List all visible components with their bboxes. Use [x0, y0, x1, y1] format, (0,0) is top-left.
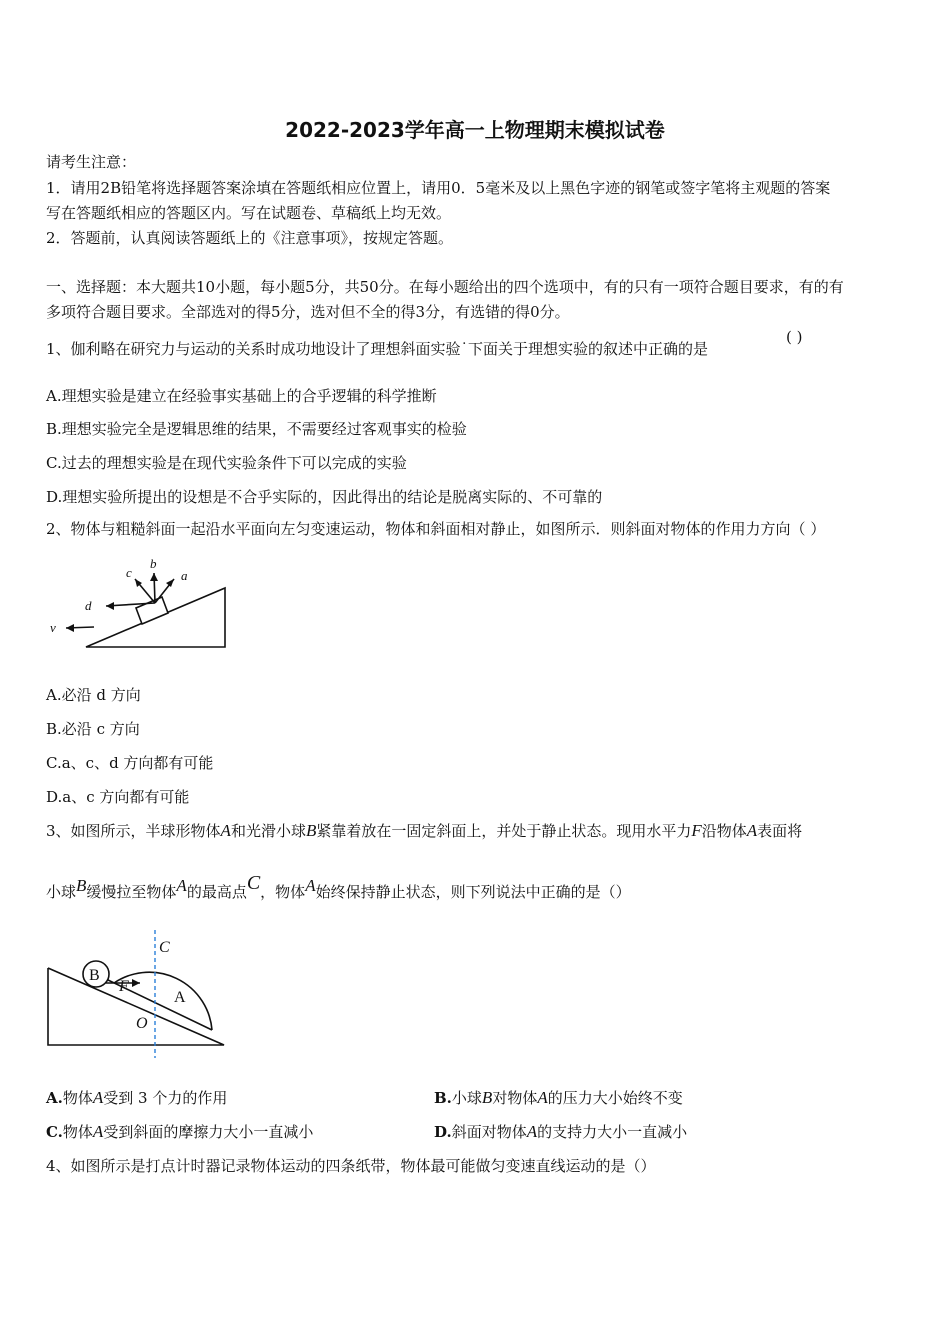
- label-v: v: [50, 620, 56, 635]
- q1-stem: 1、伽利略在研究力与运动的关系时成功地设计了理想斜面实验˙下面关于理想实验的叙述中正确的是: [46, 340, 709, 358]
- label-d: d: [85, 598, 92, 613]
- q3-hemisphere-figure: [44, 928, 234, 1064]
- q2-option-a-text: 必沿 d 方向: [61, 686, 141, 704]
- notice-line-3: 2．答题前，认真阅读答题纸上的《注意事项》，按规定答题。: [46, 229, 454, 247]
- label-a: a: [181, 568, 188, 583]
- q1-option-c: C.过去的理想实验是在现代实验条件下可以完成的实验: [46, 454, 407, 472]
- page-title: 2022-2023学年高一上物理期末模拟试卷: [285, 118, 665, 142]
- label-c: c: [126, 565, 132, 580]
- q1-option-b: B.理想实验完全是逻辑思维的结果，不需要经过客观事实的检验: [46, 420, 467, 438]
- q3-option-c: C.物体A受到斜面的摩擦力大小一直减小: [46, 1122, 314, 1141]
- q2-stem: 2、物体与粗糙斜面一起沿水平面向左匀变速运动，物体和斜面相对静止，如图所示．则斜面对物体的作用力方向（ ）: [46, 520, 826, 538]
- section-line-1: 一、选择题：本大题共10小题，每小题5分，共50分。在每小题给出的四个选项中，有的只有一项符合题目要求，有的有: [46, 278, 844, 296]
- label-b: b: [150, 556, 157, 571]
- label-B: B: [89, 967, 100, 984]
- q2-incline-figure: [44, 553, 234, 653]
- q3-option-a: A.物体A受到 3 个力的作用: [46, 1088, 228, 1107]
- section-line-2: 多项符合题目要求。全部选对的得5分，选对但不全的得3分，有选错的得0分。: [46, 303, 570, 321]
- q3-stem-line-1: 3、如图所示，半球形物体A和光滑小球B紧靠着放在一固定斜面上，并处于静止状态。现用水平力F沿物体A表面将: [46, 821, 803, 840]
- q2-option-c-text: a、c、d 方向都有可能: [61, 754, 214, 772]
- q2-option-b-text: 必沿 c 方向: [61, 720, 140, 738]
- label-A: A: [174, 989, 186, 1006]
- q1-option-d: D.理想实验所提出的设想是不合乎实际的，因此得出的结论是脱离实际的、不可靠的: [46, 488, 603, 506]
- q3-stem-line-2: 小球B缓慢拉至物体A的最高点C，物体A始终保持静止状态，则下列说法中正确的是（）: [46, 872, 631, 901]
- q1-option-a: A.理想实验是建立在经验事实基础上的合乎逻辑的科学推断: [46, 387, 437, 405]
- q2-option-b: B.必沿 c 方向: [46, 720, 140, 738]
- label-C: C: [159, 939, 170, 956]
- block: [136, 597, 168, 624]
- q2-option-a: A.必沿 d 方向: [46, 686, 141, 704]
- q2-option-d: D.a、c 方向都有可能: [46, 788, 190, 806]
- label-O: O: [136, 1015, 148, 1032]
- q3-option-d: D.斜面对物体A的支持力大小一直减小: [434, 1122, 688, 1141]
- q2-option-d-text: a、c 方向都有可能: [62, 788, 190, 806]
- q4-stem: 4、如图所示是打点计时器记录物体运动的四条纸带，物体最可能做匀变速直线运动的是（）: [46, 1157, 656, 1175]
- notice-heading: 请考生注意：: [46, 153, 137, 171]
- notice-line-2: 写在答题纸相应的答题区内。写在试题卷、草稿纸上均无效。: [46, 204, 452, 222]
- q3-option-b: B.小球B对物体A的压力大小始终不变: [434, 1088, 683, 1107]
- notice-line-1: 1．请用2B铅笔将选择题答案涂填在答题纸相应位置上，请用0．5毫米及以上黑色字迹的钢笔或签字笔将主观题的答案: [46, 179, 831, 197]
- label-F: F: [119, 978, 129, 995]
- q2-option-c: C.a、c、d 方向都有可能: [46, 754, 214, 772]
- q1-answer-paren: ( ): [786, 328, 803, 346]
